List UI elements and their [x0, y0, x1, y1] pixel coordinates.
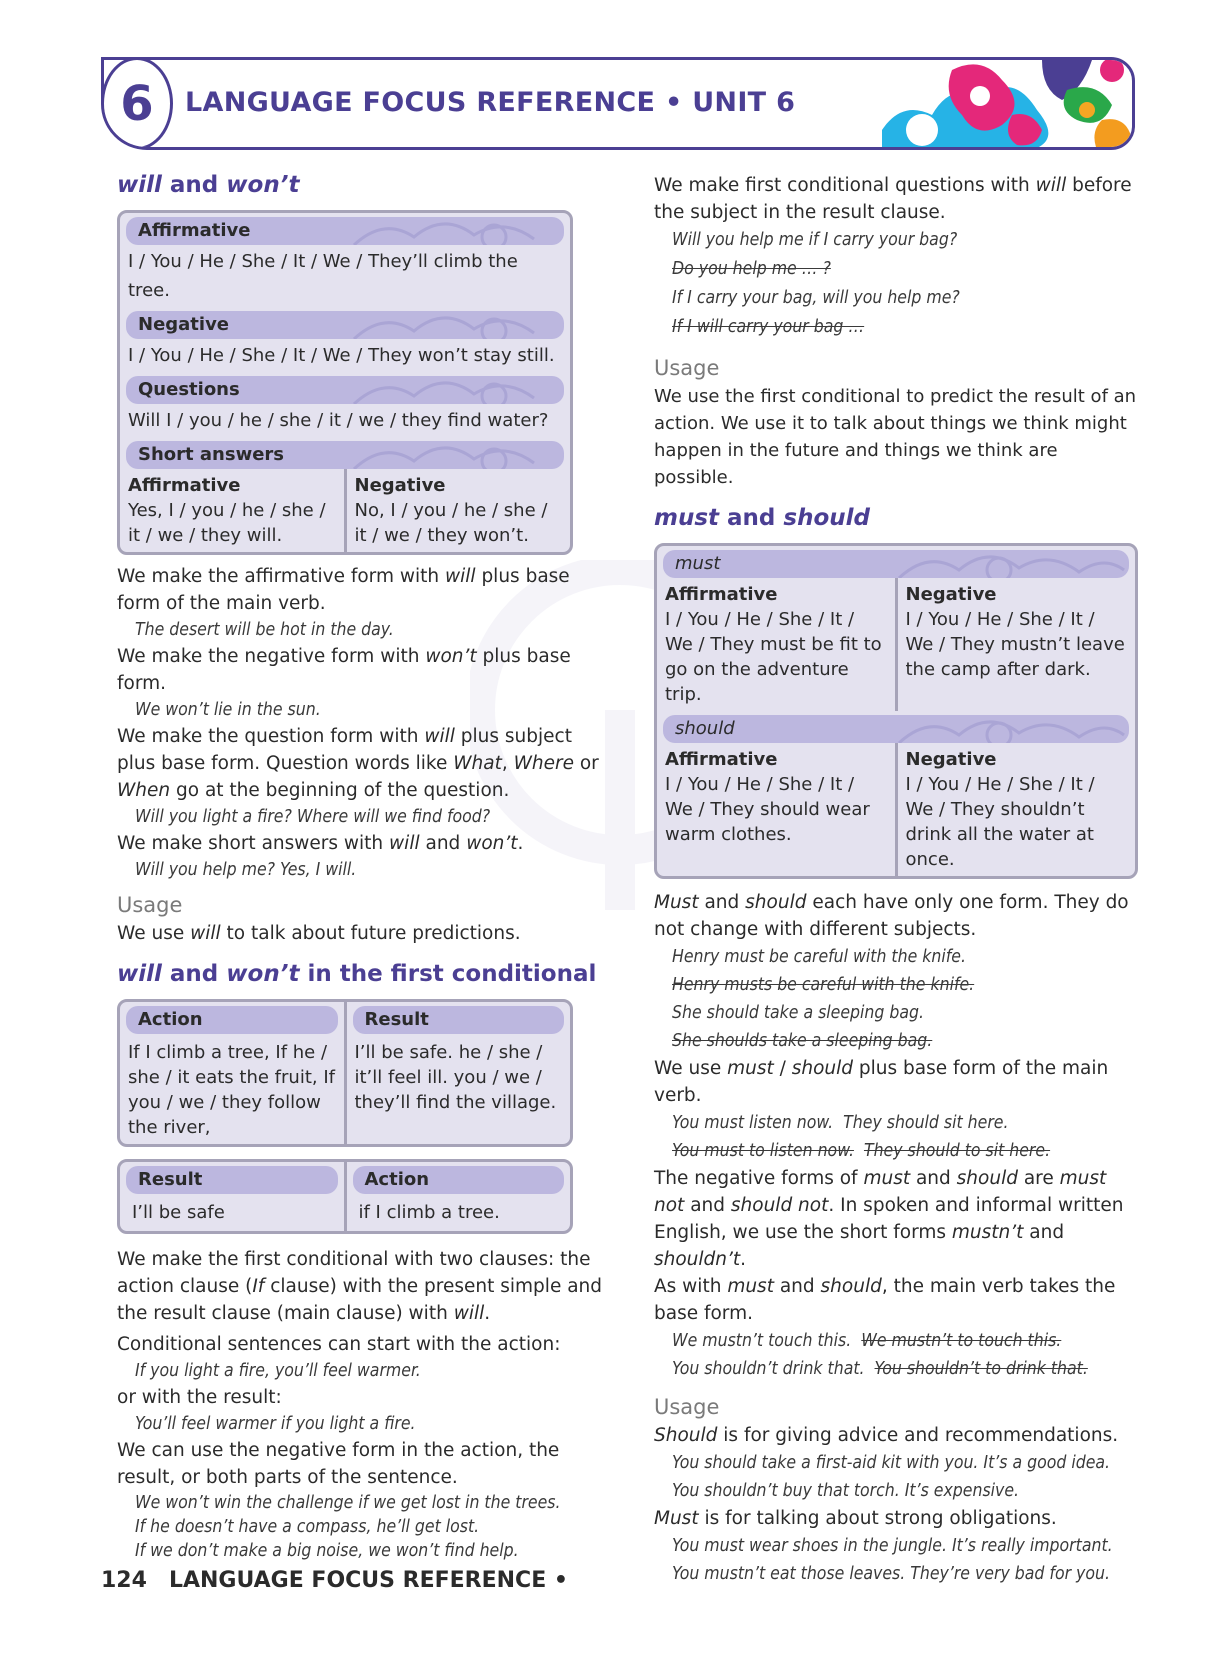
- swirl-decoration-icon: [889, 550, 1129, 578]
- paragraph: Must and should each have only one form. They do not change with different subjects.: [654, 892, 1129, 940]
- page-number: 124: [101, 1568, 147, 1593]
- paragraph: Conditional sentences can start with the action:: [117, 1334, 561, 1355]
- usage-heading: Usage: [117, 893, 183, 917]
- incorrect-example: You must to listen now. They should to sit here.: [672, 1141, 1051, 1161]
- paragraph: Should is for giving advice and recommendations.: [654, 1425, 1119, 1446]
- table-header-action: Action: [353, 1166, 565, 1194]
- should-row: [657, 743, 1135, 876]
- example-sentence: You must listen now. They should sit here.: [672, 1113, 1009, 1133]
- usage-heading: Usage: [654, 356, 720, 380]
- affirmative-row: I / You / He / She / It / We / They’ll climb the tree.: [128, 251, 518, 301]
- paragraph: We make the affirmative form with will plus base form of the main verb.: [117, 566, 570, 614]
- table-header-action: Action: [126, 1006, 338, 1034]
- result-clause: I’ll be safe: [132, 1202, 225, 1223]
- action-clauses: If I climb a tree, If he / she / it eats the fruit, If you / we / they follow the river,: [128, 1042, 335, 1138]
- decorative-blobs-icon: [862, 60, 1132, 150]
- right-column: [654, 172, 1140, 1588]
- example-sentence: Will you light a fire? Where will we find food?: [135, 807, 491, 827]
- table-header-short-answers: Short answers: [126, 441, 564, 469]
- example-sentence: You must wear shoes in the jungle. It’s really important.: [672, 1536, 1113, 1556]
- example-sentence: If he doesn’t have a compass, he’ll get lost.: [135, 1517, 480, 1537]
- usage-heading: Usage: [654, 1395, 720, 1419]
- paragraph: We make the first conditional with two clauses: the action clause (If clause) with the present simple and the result clause (main clause) with will.: [117, 1249, 603, 1324]
- swirl-decoration-icon: [344, 376, 564, 404]
- incorrect-example: Henry musts be careful with the knife.: [672, 975, 975, 995]
- example-sentence: You mustn’t eat those leaves. They’re very bad for you.: [672, 1564, 1110, 1584]
- example-sentence: If you light a fire, you’ll feel warmer.: [135, 1361, 421, 1381]
- example-sentence: We mustn’t touch this. We mustn’t to touch this.: [672, 1331, 1062, 1351]
- should-negative: Negative I / You / He / She / It / We / They shouldn’t drink all the water at once.: [895, 743, 1136, 876]
- table-header-result: Result: [353, 1006, 565, 1034]
- table-header-should: should: [663, 715, 1129, 743]
- paragraph: We use will to talk about future predictions.: [117, 923, 521, 944]
- must-negative: Negative I / You / He / She / It / We / They mustn’t leave the camp after dark.: [895, 578, 1136, 711]
- example-sentence: Will you help me if I carry your bag?: [672, 230, 958, 250]
- section-title-must-should: must and should: [654, 505, 870, 531]
- action-result-table: [117, 999, 573, 1147]
- example-sentence: If we don’t make a big noise, we won’t find help.: [135, 1541, 519, 1561]
- result-clauses: I’ll be safe. he / she / it’ll feel ill. you / we / they’ll find the village.: [354, 1042, 557, 1113]
- example-sentence: We won’t win the challenge if we get lost in the trees.: [135, 1493, 561, 1513]
- short-answer-affirmative: Affirmative Yes, I / you / he / she / it / we / they will.: [128, 475, 326, 546]
- page-title: LANGUAGE FOCUS REFERENCE • UNIT 6: [185, 87, 796, 118]
- unit-number-badge: 6: [101, 57, 173, 150]
- short-answer-negative: Negative No, I / you / he / she / it / we / they won’t.: [344, 469, 571, 552]
- section-title-first-conditional: will and won’t in the first conditional: [117, 961, 597, 987]
- section-title-will-wont: will and won’t: [117, 172, 300, 198]
- example-sentence: You shouldn’t drink that. You shouldn’t to drink that.: [672, 1359, 1088, 1379]
- example-sentence: She should take a sleeping bag.: [672, 1003, 925, 1023]
- swirl-decoration-icon: [344, 311, 564, 339]
- action-clause: if I climb a tree.: [358, 1202, 500, 1223]
- must-affirmative: Affirmative I / You / He / She / It / We / They must be fit to go on the adventure trip.: [665, 584, 882, 705]
- left-column: [117, 172, 602, 1563]
- incorrect-example: She shoulds take a sleeping bag.: [672, 1031, 933, 1051]
- paragraph: We use must / should plus base form of the main verb.: [654, 1058, 1109, 1106]
- table-header-negative: Negative: [126, 311, 564, 339]
- paragraph: The negative forms of must and should are must not and should not. In spoken and informal written English, we use the short forms mustn’t and shouldn’t.: [654, 1168, 1124, 1270]
- swirl-decoration-icon: [889, 715, 1129, 743]
- must-row: [657, 578, 1135, 711]
- example-sentence: You shouldn’t buy that torch. It’s expensive.: [672, 1481, 1020, 1501]
- short-answers-row: [120, 469, 570, 552]
- paragraph: Must is for talking about strong obligations.: [654, 1508, 1057, 1529]
- paragraph: We can use the negative form in the action, the result, or both parts of the sentence.: [117, 1440, 560, 1488]
- table-header-result: Result: [126, 1166, 338, 1194]
- example-sentence: We won’t lie in the sun.: [135, 700, 321, 720]
- page-footer: [101, 1568, 568, 1593]
- swirl-decoration-icon: [344, 441, 564, 469]
- paragraph: or with the result:: [117, 1387, 282, 1408]
- table-header-affirmative: Affirmative: [126, 217, 564, 245]
- paragraph: We use the first conditional to predict the result of an action. We use it to talk about things we think might happen in the future and things we think are possible.: [654, 386, 1137, 488]
- negative-row: I / You / He / She / It / We / They won’t stay still.: [128, 345, 555, 366]
- paragraph: We make the negative form with won’t plus base form.: [117, 646, 571, 694]
- paragraph: We make first conditional questions with will before the subject in the result clause.: [654, 175, 1132, 223]
- example-sentence: You should take a first-aid kit with you. It’s a good idea.: [672, 1453, 1111, 1473]
- must-should-table: [654, 543, 1138, 879]
- incorrect-example: Do you help me … ?: [672, 259, 831, 279]
- table-header-questions: Questions: [126, 376, 564, 404]
- paragraph: We make the question form with will plus subject plus base form. Question words like What, Where or When go at the beginning of the question.: [117, 726, 599, 801]
- will-wont-table: [117, 210, 573, 555]
- result-action-table: [117, 1159, 573, 1234]
- questions-row: Will I / you / he / she / it / we / they find water?: [128, 410, 549, 431]
- should-affirmative: Affirmative I / You / He / She / It / We / They should wear warm clothes.: [665, 749, 870, 845]
- footer-label: LANGUAGE FOCUS REFERENCE •: [168, 1568, 568, 1593]
- incorrect-example: If I will carry your bag …: [672, 317, 865, 337]
- unit-header: [101, 57, 1135, 150]
- table-header-must: must: [663, 550, 1129, 578]
- paragraph: We make short answers with will and won’t.: [117, 833, 524, 854]
- paragraph: As with must and should, the main verb takes the base form.: [654, 1276, 1116, 1324]
- example-sentence: You’ll feel warmer if you light a fire.: [135, 1414, 416, 1434]
- swirl-decoration-icon: [344, 217, 564, 245]
- example-sentence: Henry must be careful with the knife.: [672, 947, 966, 967]
- example-sentence: Will you help me? Yes, I will.: [135, 860, 357, 880]
- example-sentence: The desert will be hot in the day.: [135, 620, 394, 640]
- example-sentence: If I carry your bag, will you help me?: [672, 288, 960, 308]
